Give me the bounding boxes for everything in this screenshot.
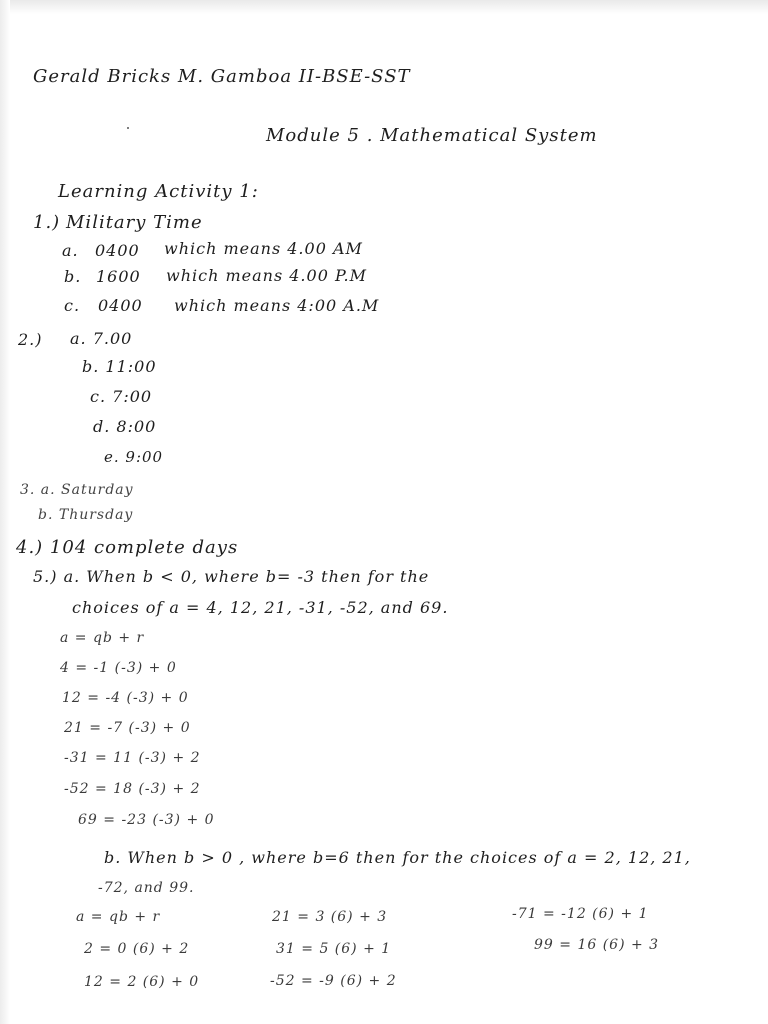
q5b-step: 21 = 3 (6) + 3	[272, 909, 388, 925]
q4-answer: 4.) 104 complete days	[16, 537, 239, 558]
q2-item: a. 7.00	[70, 329, 133, 348]
q3-item: b. Thursday	[38, 507, 134, 523]
q5b-step: 2 = 0 (6) + 2	[84, 941, 190, 957]
q1-item-letter: b.	[64, 267, 82, 286]
q2-item: c. 7:00	[90, 387, 153, 406]
q5b-step: 99 = 16 (6) + 3	[534, 937, 660, 953]
q3-item: 3. a. Saturday	[20, 482, 134, 498]
q5a-step: 12 = -4 (-3) + 0	[62, 690, 189, 706]
q1-title: Military Time	[66, 212, 203, 233]
q5a-step: -31 = 11 (-3) + 2	[64, 750, 201, 766]
q5b-line: b. When b > 0 , where b=6 then for the choices of a = 2, 12, 21,	[104, 848, 691, 867]
q5b-line: -72, and 99.	[98, 880, 195, 896]
q5a-step: -52 = 18 (-3) + 2	[64, 781, 201, 797]
pen-dot	[127, 127, 129, 129]
module-title: Module 5 . Mathematical System	[266, 125, 598, 146]
q1-item-desc: which means 4.00 AM	[164, 239, 363, 258]
q5a-step: 69 = -23 (-3) + 0	[78, 812, 215, 828]
q5b-step: -71 = -12 (6) + 1	[512, 906, 649, 922]
q2-item: d. 8:00	[93, 417, 157, 436]
q1-item-desc: which means 4.00 P.M	[166, 266, 367, 285]
q5a-step: 4 = -1 (-3) + 0	[60, 660, 177, 676]
q2-item: e. 9:00	[104, 448, 164, 466]
q2-label: 2.)	[18, 330, 43, 349]
q1-item-letter: c.	[64, 296, 81, 315]
q5a-step: 21 = -7 (-3) + 0	[64, 720, 191, 736]
q1-item-time: 0400	[98, 296, 143, 315]
q1-item-time: 0400	[95, 241, 140, 260]
q5a-step: a = qb + r	[60, 630, 145, 646]
q5b-step: 12 = 2 (6) + 0	[84, 974, 200, 990]
scan-shadow-top	[0, 0, 768, 14]
q5b-step: -52 = -9 (6) + 2	[270, 973, 397, 989]
activity-title: Learning Activity 1:	[58, 181, 259, 202]
q1-item-letter: a.	[62, 241, 79, 260]
scan-shadow-left	[0, 0, 10, 1024]
q2-item: b. 11:00	[82, 357, 157, 376]
q5b-step: a = qb + r	[76, 909, 161, 925]
q5b-step: 31 = 5 (6) + 1	[276, 941, 392, 957]
q5-line: 5.) a. When b < 0, where b= -3 then for the	[33, 567, 430, 586]
q1-item-desc: which means 4:00 A.M	[174, 296, 380, 315]
q1-label: 1.)	[33, 212, 61, 233]
student-name-line: Gerald Bricks M. Gamboa II-BSE-SST	[33, 66, 411, 87]
q1-item-time: 1600	[96, 267, 141, 286]
q5-line: choices of a = 4, 12, 21, -31, -52, and 69.	[72, 598, 449, 617]
